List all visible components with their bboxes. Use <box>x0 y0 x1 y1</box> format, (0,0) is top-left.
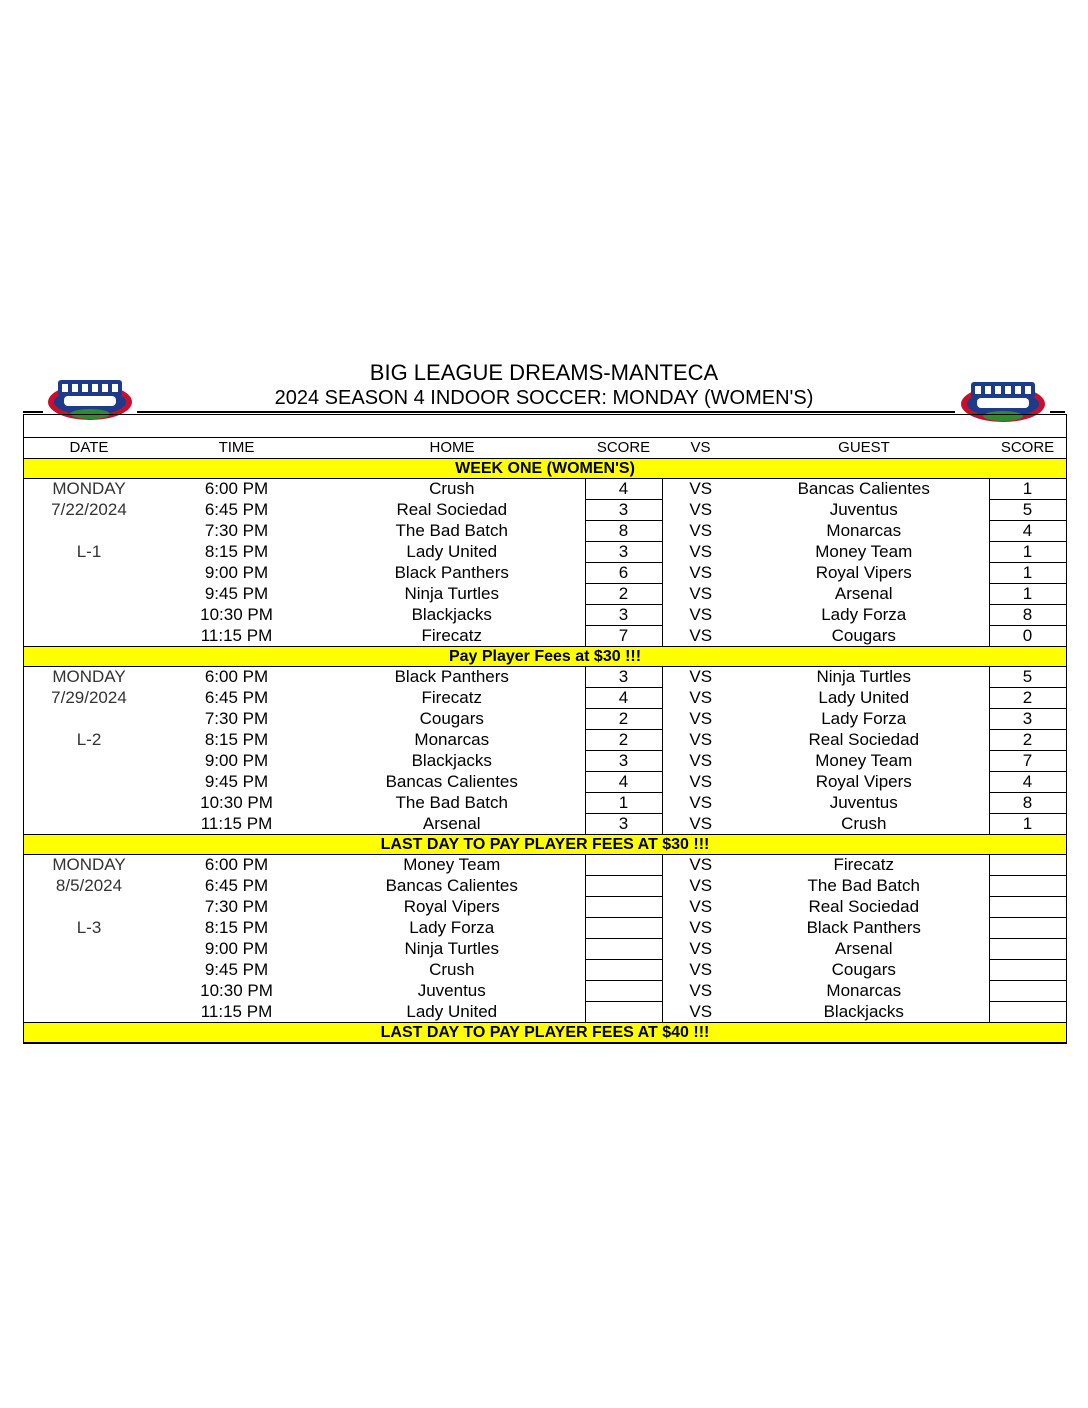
home-team: Juventus <box>417 981 486 1000</box>
header-rule-left <box>23 411 43 413</box>
home-team: Lady United <box>406 542 498 561</box>
game-time: 7:30 PM <box>204 709 269 728</box>
game-time: 9:45 PM <box>204 772 269 791</box>
guest-team: Royal Vipers <box>815 563 912 582</box>
game-row <box>24 855 1066 876</box>
game-row <box>24 667 1066 688</box>
guest-team: Lady Forza <box>821 709 907 728</box>
vs-label: VS <box>689 1001 713 1021</box>
guest-score <box>989 876 1066 897</box>
league-label: L-1 <box>76 542 102 561</box>
col-guest: GUEST <box>838 439 890 456</box>
game-time: 7:30 PM <box>204 521 269 540</box>
home-score: 4 <box>585 688 662 709</box>
notice-band <box>24 1023 1066 1044</box>
vs-label: VS <box>689 876 713 895</box>
date-value: 8/5/2024 <box>55 876 123 895</box>
game-time: 10:30 PM <box>200 981 273 1000</box>
notice-band <box>24 459 1066 479</box>
date-cell <box>24 605 154 626</box>
guest-score: 8 <box>989 605 1066 626</box>
home-score: 6 <box>585 563 662 584</box>
home-score: 3 <box>585 814 662 835</box>
home-team: Crush <box>429 479 475 499</box>
guest-team: Arsenal <box>834 584 893 603</box>
home-team: Bancas Calientes <box>385 772 518 791</box>
home-team: Ninja Turtles <box>404 584 499 603</box>
guest-score: 4 <box>989 521 1066 542</box>
game-time: 6:45 PM <box>204 500 269 519</box>
notice-band-text: LAST DAY TO PAY PLAYER FEES AT $40 !!! <box>24 1023 1066 1044</box>
game-time: 6:00 PM <box>204 667 269 687</box>
game-row <box>24 897 1066 918</box>
home-team: Ninja Turtles <box>404 939 499 958</box>
date-cell <box>24 939 154 960</box>
game-row <box>24 876 1066 897</box>
game-time: 9:45 PM <box>204 960 269 979</box>
vs-label: VS <box>689 897 713 916</box>
guest-team: Cougars <box>831 960 896 979</box>
home-team: Blackjacks <box>411 605 492 624</box>
home-team: Black Panthers <box>394 563 509 582</box>
home-score <box>585 918 662 939</box>
home-score: 2 <box>585 709 662 730</box>
home-team: Black Panthers <box>394 667 509 687</box>
vs-label: VS <box>689 542 713 561</box>
date-cell <box>24 709 154 730</box>
vs-label: VS <box>689 855 713 875</box>
home-team: Crush <box>429 960 475 979</box>
guest-team: Firecatz <box>833 855 894 875</box>
home-team: Firecatz <box>421 625 482 645</box>
home-score <box>585 876 662 897</box>
guest-score: 7 <box>989 751 1066 772</box>
game-time: 10:30 PM <box>200 605 273 624</box>
home-score <box>585 939 662 960</box>
guest-team: Blackjacks <box>823 1001 904 1021</box>
date-day: MONDAY <box>52 479 126 499</box>
col-home: HOME <box>429 439 475 456</box>
game-time: 6:00 PM <box>204 479 269 499</box>
guest-team: Arsenal <box>834 939 893 958</box>
home-score: 4 <box>585 479 662 500</box>
page-subtitle: 2024 SEASON 4 INDOOR SOCCER: MONDAY (WOMEN'S) <box>274 387 814 409</box>
home-score: 2 <box>585 584 662 605</box>
home-team: The Bad Batch <box>395 793 508 812</box>
vs-label: VS <box>689 730 713 749</box>
top-strip <box>24 415 1066 438</box>
guest-score: 8 <box>989 793 1066 814</box>
game-time: 6:45 PM <box>204 876 269 895</box>
game-row <box>24 751 1066 772</box>
guest-team: The Bad Batch <box>807 876 920 895</box>
game-row <box>24 918 1066 939</box>
guest-team: Cougars <box>831 625 896 645</box>
guest-team: Real Sociedad <box>808 730 920 749</box>
col-time: TIME <box>218 439 255 456</box>
league-label: L-2 <box>76 730 102 749</box>
home-score: 8 <box>585 521 662 542</box>
game-time: 8:15 PM <box>204 918 269 937</box>
home-score <box>585 897 662 918</box>
date-cell <box>24 521 154 542</box>
guest-team: Bancas Calientes <box>797 479 930 499</box>
game-row <box>24 542 1066 563</box>
home-score: 3 <box>585 667 662 688</box>
game-row <box>24 960 1066 981</box>
game-row <box>24 1002 1066 1023</box>
schedule-table <box>24 438 1067 1044</box>
vs-label: VS <box>689 772 713 791</box>
home-score: 3 <box>585 751 662 772</box>
game-time: 9:00 PM <box>204 751 269 770</box>
home-team: Monarcas <box>414 730 490 749</box>
date-day: MONDAY <box>52 855 126 875</box>
date-cell <box>24 563 154 584</box>
notice-band <box>24 835 1066 855</box>
header-rule-right <box>1050 411 1065 413</box>
vs-label: VS <box>689 667 713 687</box>
header-rule-middle <box>137 411 955 413</box>
game-time: 9:45 PM <box>204 584 269 603</box>
guest-score <box>989 1002 1066 1023</box>
game-time: 6:00 PM <box>204 855 269 875</box>
column-header-row <box>24 438 1066 459</box>
game-time: 8:15 PM <box>204 730 269 749</box>
guest-team: Money Team <box>815 751 913 770</box>
game-row <box>24 584 1066 605</box>
game-row <box>24 939 1066 960</box>
guest-score: 5 <box>989 500 1066 521</box>
guest-score: 1 <box>989 584 1066 605</box>
home-score: 3 <box>585 605 662 626</box>
date-cell <box>24 1002 154 1023</box>
date-cell <box>24 626 154 647</box>
guest-team: Crush <box>841 813 887 833</box>
league-label: L-3 <box>76 918 102 937</box>
home-team: Blackjacks <box>411 751 492 770</box>
game-time: 9:00 PM <box>204 563 269 582</box>
vs-label: VS <box>689 918 713 937</box>
guest-score: 3 <box>989 709 1066 730</box>
col-guest-score: SCORE <box>1000 439 1055 456</box>
home-score <box>585 855 662 876</box>
vs-label: VS <box>689 521 713 540</box>
home-score <box>585 960 662 981</box>
game-time: 9:00 PM <box>204 939 269 958</box>
guest-score <box>989 897 1066 918</box>
game-time: 8:15 PM <box>204 542 269 561</box>
game-time: 11:15 PM <box>200 813 273 833</box>
guest-team: Juventus <box>829 793 898 812</box>
game-time: 11:15 PM <box>200 1001 273 1021</box>
guest-score: 4 <box>989 772 1066 793</box>
date-cell <box>24 793 154 814</box>
notice-band <box>24 647 1066 667</box>
home-score: 1 <box>585 793 662 814</box>
guest-score: 0 <box>989 626 1066 647</box>
date-cell <box>24 584 154 605</box>
game-row <box>24 730 1066 751</box>
game-row <box>24 500 1066 521</box>
home-team: Firecatz <box>421 688 482 707</box>
guest-team: Lady United <box>818 688 910 707</box>
vs-label: VS <box>689 751 713 770</box>
date-value: 7/29/2024 <box>51 688 127 707</box>
date-value: 7/22/2024 <box>51 500 127 519</box>
game-row <box>24 605 1066 626</box>
game-row <box>24 981 1066 1002</box>
guest-score <box>989 960 1066 981</box>
guest-score: 2 <box>989 730 1066 751</box>
vs-label: VS <box>689 813 713 833</box>
game-time: 7:30 PM <box>204 897 269 916</box>
col-date: DATE <box>69 439 109 456</box>
vs-label: VS <box>689 688 713 707</box>
game-row <box>24 563 1066 584</box>
page-title: BIG LEAGUE DREAMS-MANTECA <box>369 360 719 385</box>
game-time: 10:30 PM <box>200 793 273 812</box>
vs-label: VS <box>689 981 713 1000</box>
guest-team: Juventus <box>829 500 898 519</box>
guest-team: Lady Forza <box>821 605 907 624</box>
game-time: 11:15 PM <box>200 625 273 645</box>
date-cell <box>24 751 154 772</box>
vs-label: VS <box>689 584 713 603</box>
home-team: Lady Forza <box>409 918 495 937</box>
schedule-sheet <box>23 414 1067 1044</box>
game-row <box>24 626 1066 647</box>
home-score <box>585 1002 662 1023</box>
home-score <box>585 981 662 1002</box>
guest-team: Money Team <box>815 542 913 561</box>
guest-score: 1 <box>989 563 1066 584</box>
notice-band-text: Pay Player Fees at $30 !!! <box>24 647 1066 667</box>
guest-score: 1 <box>989 542 1066 563</box>
home-team: Cougars <box>419 709 484 728</box>
col-score: SCORE <box>596 439 651 456</box>
date-cell <box>24 814 154 835</box>
guest-score: 1 <box>989 814 1066 835</box>
guest-team: Ninja Turtles <box>816 667 911 687</box>
game-row <box>24 772 1066 793</box>
date-cell <box>24 897 154 918</box>
game-row <box>24 521 1066 542</box>
date-day: MONDAY <box>52 667 126 687</box>
vs-label: VS <box>689 479 713 499</box>
vs-label: VS <box>689 625 713 645</box>
date-cell <box>24 960 154 981</box>
guest-team: Monarcas <box>826 521 902 540</box>
guest-team: Real Sociedad <box>808 897 920 916</box>
guest-team: Black Panthers <box>806 918 921 937</box>
home-team: Lady United <box>406 1001 498 1021</box>
vs-label: VS <box>689 793 713 812</box>
home-score: 4 <box>585 772 662 793</box>
home-team: Bancas Calientes <box>385 876 518 895</box>
vs-label: VS <box>689 563 713 582</box>
guest-score <box>989 939 1066 960</box>
home-team: Arsenal <box>422 813 481 833</box>
game-row <box>24 814 1066 835</box>
notice-band-text: LAST DAY TO PAY PLAYER FEES AT $30 !!! <box>24 835 1066 855</box>
guest-score: 2 <box>989 688 1066 709</box>
home-score: 3 <box>585 542 662 563</box>
home-score: 2 <box>585 730 662 751</box>
vs-label: VS <box>689 500 713 519</box>
game-row <box>24 688 1066 709</box>
home-team: Real Sociedad <box>396 500 508 519</box>
home-team: Royal Vipers <box>403 897 500 916</box>
guest-score <box>989 855 1066 876</box>
date-cell <box>24 981 154 1002</box>
guest-score <box>989 981 1066 1002</box>
home-score: 7 <box>585 626 662 647</box>
guest-score: 5 <box>989 667 1066 688</box>
vs-label: VS <box>689 605 713 624</box>
guest-score: 1 <box>989 479 1066 500</box>
guest-score <box>989 918 1066 939</box>
home-team: The Bad Batch <box>395 521 508 540</box>
game-time: 6:45 PM <box>204 688 269 707</box>
col-vs: VS <box>690 439 711 456</box>
vs-label: VS <box>689 939 713 958</box>
date-cell <box>24 772 154 793</box>
vs-label: VS <box>689 709 713 728</box>
home-team: Money Team <box>403 855 501 875</box>
guest-team: Royal Vipers <box>815 772 912 791</box>
game-row <box>24 709 1066 730</box>
vs-label: VS <box>689 960 713 979</box>
home-score: 3 <box>585 500 662 521</box>
notice-band-text: WEEK ONE (WOMEN'S) <box>24 459 1066 479</box>
game-row <box>24 793 1066 814</box>
guest-team: Monarcas <box>826 981 902 1000</box>
game-row <box>24 479 1066 500</box>
